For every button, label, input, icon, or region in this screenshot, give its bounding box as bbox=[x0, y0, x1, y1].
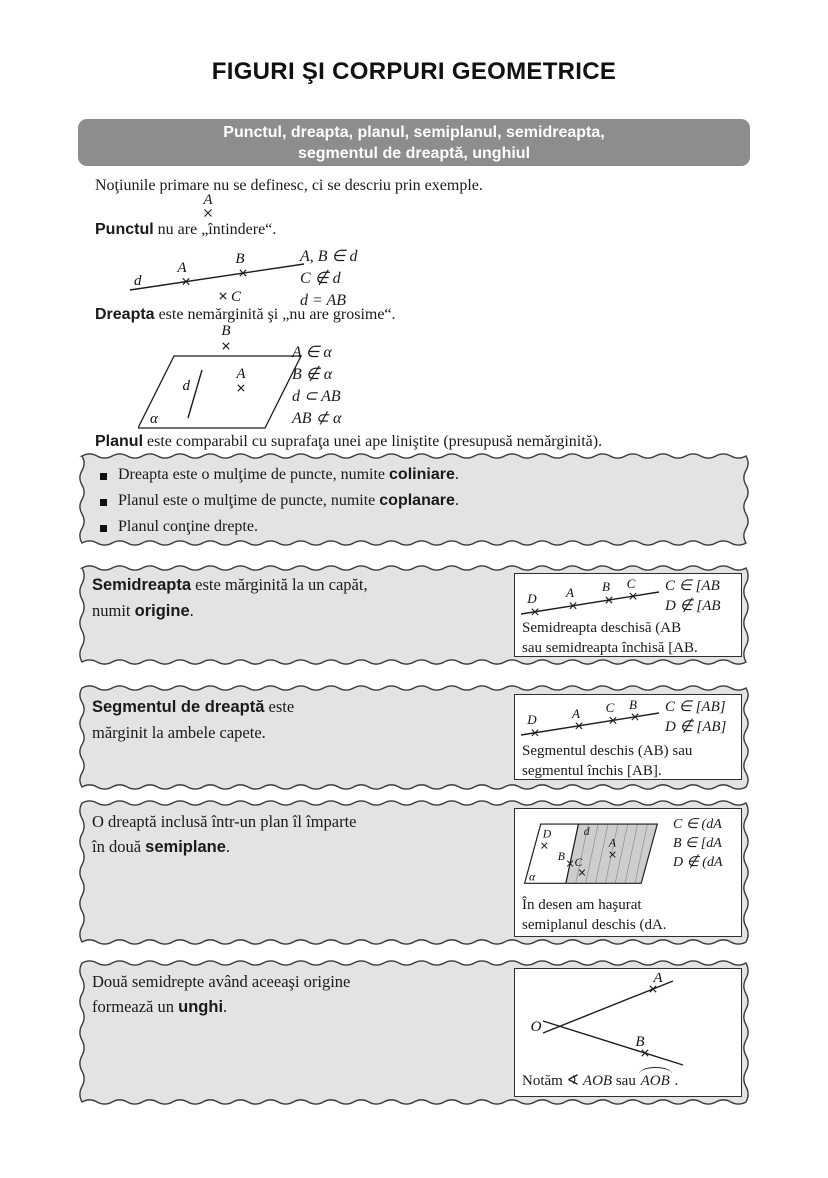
point-a-label: A bbox=[203, 192, 213, 208]
segment-rest1: este bbox=[264, 697, 295, 716]
semiplan-figure-panel bbox=[514, 808, 742, 937]
plane-label-a: A bbox=[236, 366, 246, 382]
planul-definition bbox=[95, 433, 602, 451]
semidreapta-rest1: este mărginită la un capăt, bbox=[191, 575, 368, 594]
punctul-definition bbox=[95, 221, 276, 239]
unghi-caption-post: . bbox=[670, 1073, 679, 1089]
angle-label-b: B bbox=[635, 1034, 645, 1050]
seg-caption-2: segmentul închis [AB]. bbox=[522, 763, 662, 779]
plane-math-1: A ∈ α bbox=[292, 344, 332, 361]
sp-label-a: A bbox=[608, 836, 617, 850]
sd-label-d: D bbox=[527, 591, 537, 606]
unghi-line2 bbox=[92, 994, 350, 1020]
sp-label-d-point: D bbox=[542, 827, 552, 841]
semiplan-line2 bbox=[92, 834, 357, 860]
term-segment: Segmentul de dreaptă bbox=[92, 698, 265, 716]
semiplan-post2: . bbox=[225, 837, 231, 856]
sp-caption-1: În desen am haşurat bbox=[522, 897, 642, 913]
term-semidreapta: Semidreapta bbox=[92, 576, 192, 594]
plane-math-4: AB ⊄ α bbox=[292, 410, 342, 427]
sp-label-b: B bbox=[557, 849, 565, 863]
line-math-1: A, B ∈ d bbox=[300, 248, 358, 265]
unghi-caption bbox=[522, 1071, 678, 1091]
line-label-b: B bbox=[235, 251, 245, 267]
plane-math bbox=[292, 342, 341, 430]
property-pre: Dreapta este o mulţime de puncte, numite bbox=[118, 466, 390, 483]
segment-line1 bbox=[92, 694, 294, 720]
sp-label-d-line: d bbox=[583, 824, 590, 838]
sd-caption-2: sau semidreapta închisă [AB. bbox=[522, 640, 698, 656]
line-math-3: d = AB bbox=[300, 292, 347, 309]
semiplan-pre2: în două bbox=[92, 837, 146, 856]
unghi-post2: . bbox=[223, 997, 228, 1016]
property-post: . bbox=[454, 466, 459, 483]
unghi-line1: Două semidrepte având aceeaşi origine bbox=[92, 972, 351, 991]
property-item bbox=[100, 466, 459, 484]
seg-math-2: D ∉ [AB] bbox=[665, 719, 727, 735]
line-label-a: A bbox=[177, 260, 187, 276]
semidreapta-caption bbox=[522, 618, 698, 658]
unghi-pre2: formează un bbox=[92, 997, 179, 1016]
intro-text: Noţiunile primare nu se definesc, ci se descriu prin exemple. bbox=[95, 177, 483, 194]
plane-label-alpha: α bbox=[150, 411, 158, 427]
property-text bbox=[118, 466, 459, 484]
unghi-caption-aob: AOB bbox=[582, 1073, 613, 1089]
properties-box bbox=[78, 452, 750, 547]
semidreapta-diagram bbox=[521, 578, 661, 618]
sd-caption-1: Semidreapta deschisă (AB bbox=[522, 620, 682, 636]
property-pre: Planul este o mulţime de puncte, numite bbox=[118, 492, 380, 509]
dreapta-text: este nemărginită şi „nu are grosime“. bbox=[154, 306, 396, 323]
topic-band bbox=[78, 119, 750, 166]
unghi-caption-mid: sau bbox=[612, 1073, 640, 1089]
seg-caption-1: Segmentul deschis (AB) sau bbox=[522, 743, 693, 759]
line-diagram bbox=[128, 250, 308, 305]
sp-label-c: C bbox=[574, 856, 583, 870]
seg-label-a: A bbox=[572, 706, 580, 721]
plane-math-3: d ⊂ AB bbox=[292, 388, 341, 405]
property-post: . bbox=[454, 492, 459, 509]
property-text bbox=[118, 492, 459, 510]
term-unghi: unghi bbox=[178, 998, 224, 1016]
plane-math-2: B ∉ α bbox=[292, 366, 333, 383]
term-planul: Planul bbox=[95, 433, 144, 450]
line-label-d: d bbox=[134, 273, 142, 289]
sp-label-alpha: α bbox=[529, 870, 536, 884]
semidreapta-line1 bbox=[92, 572, 368, 598]
topic-band-line1: Punctul, dreapta, planul, semiplanul, semidreapta, bbox=[223, 124, 605, 141]
unghi-caption-pre: Notăm ∢ bbox=[522, 1073, 583, 1089]
segment-caption bbox=[522, 741, 692, 781]
segment-line2: mărginit la ambele capete. bbox=[92, 723, 266, 742]
planul-text: este comparabil cu suprafaţa unei ape liniştite (presupusă nemărginită). bbox=[143, 433, 603, 450]
sd-math-1: C ∈ [AB bbox=[665, 578, 720, 594]
topic-band-line2: segmentul de dreaptă, unghiul bbox=[297, 145, 531, 162]
sp-caption-2: semiplanul deschis (dA. bbox=[522, 917, 667, 933]
term-semiplane: semiplane bbox=[145, 838, 226, 856]
bullet-square-icon bbox=[100, 525, 107, 532]
seg-label-b: B bbox=[629, 699, 637, 712]
segment-text bbox=[92, 694, 294, 745]
unghi-box bbox=[78, 959, 750, 1106]
sp-math-3: D ∉ (dA bbox=[673, 855, 723, 870]
seg-label-c: C bbox=[605, 700, 615, 715]
sp-math-2: B ∈ [dA bbox=[673, 836, 722, 851]
angle-label-o: O bbox=[530, 1019, 542, 1035]
semiplan-diagram bbox=[521, 815, 669, 887]
unghi-text bbox=[92, 969, 350, 1020]
property-bold: coliniare bbox=[389, 466, 455, 483]
semidreapta-line2 bbox=[92, 598, 368, 624]
plane-label-d: d bbox=[182, 378, 190, 394]
point-marker-icon bbox=[203, 208, 213, 218]
property-item bbox=[100, 492, 459, 510]
segment-figure-panel bbox=[514, 694, 742, 780]
unghi-diagram bbox=[523, 973, 723, 1069]
property-item bbox=[100, 518, 258, 536]
line-math bbox=[300, 246, 357, 312]
sd-label-b: B bbox=[602, 579, 610, 594]
semidreapta-box bbox=[78, 564, 750, 666]
point-diagram bbox=[196, 193, 220, 218]
plane-label-b: B bbox=[221, 324, 231, 339]
seg-math-1: C ∈ [AB] bbox=[665, 699, 726, 715]
page-title: FIGURI ŞI CORPURI GEOMETRICE bbox=[211, 58, 617, 85]
term-origine: origine bbox=[134, 602, 190, 620]
semiplan-line1: O dreaptă inclusă într-un plan îl împarte bbox=[92, 812, 357, 831]
term-punctul: Punctul bbox=[95, 221, 154, 238]
plane-diagram bbox=[138, 324, 308, 434]
semidreapta-pre2: numit bbox=[92, 601, 135, 620]
unghi-figure-panel bbox=[514, 968, 742, 1097]
semiplan-text bbox=[92, 809, 357, 860]
segment-math bbox=[665, 697, 726, 737]
seg-label-d: D bbox=[527, 712, 537, 727]
segment-diagram bbox=[521, 699, 661, 739]
angle-label-a: A bbox=[653, 973, 663, 986]
property-pre: Planul conţine drepte. bbox=[118, 518, 258, 535]
semiplan-caption bbox=[522, 895, 667, 935]
semidreapta-figure-panel bbox=[514, 573, 742, 657]
line-math-2: C ∉ d bbox=[300, 270, 341, 287]
term-dreapta: Dreapta bbox=[95, 306, 155, 323]
semidreapta-text bbox=[92, 572, 368, 624]
sd-label-c: C bbox=[626, 578, 636, 591]
bullet-square-icon bbox=[100, 499, 107, 506]
semidreapta-post2: . bbox=[189, 601, 194, 620]
sd-math-2: D ∉ [AB bbox=[665, 598, 721, 614]
bullet-square-icon bbox=[100, 473, 107, 480]
property-bold: coplanare bbox=[379, 492, 455, 509]
semiplan-box bbox=[78, 799, 750, 946]
semidreapta-math bbox=[665, 576, 721, 616]
line-label-c: C bbox=[231, 289, 242, 305]
sd-label-a: A bbox=[566, 585, 574, 600]
sp-math-1: C ∈ (dA bbox=[673, 817, 722, 832]
segment-box bbox=[78, 684, 750, 791]
property-text bbox=[118, 518, 258, 536]
punctul-text: nu are „întindere“. bbox=[153, 221, 277, 238]
semiplan-math bbox=[673, 815, 723, 872]
dreapta-definition bbox=[95, 306, 396, 324]
unghi-caption-aob-arc: AOB bbox=[640, 1073, 670, 1089]
